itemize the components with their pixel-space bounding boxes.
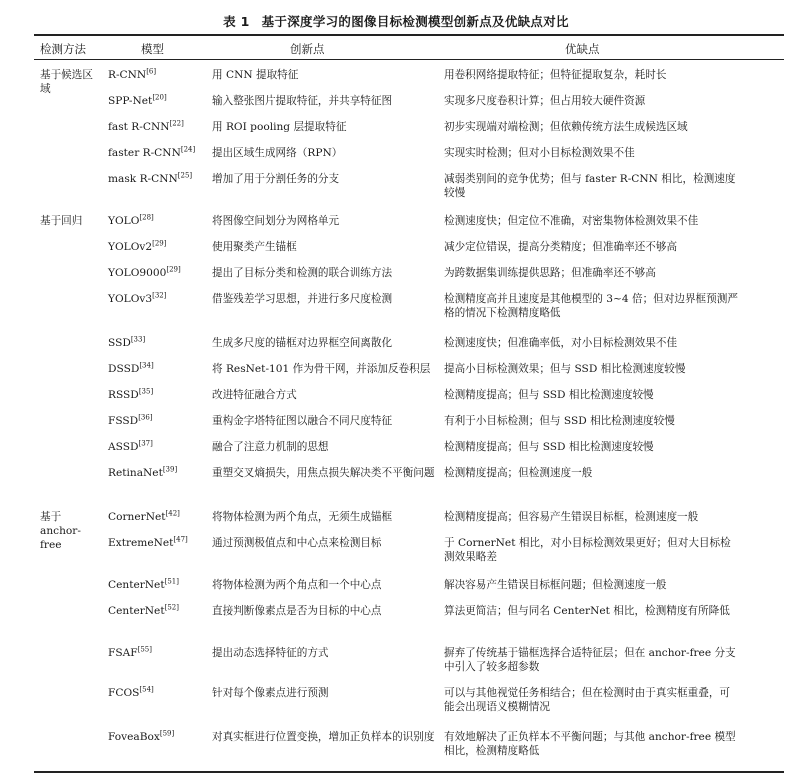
cell-innovation: 生成多尺度的锚框对边界框空间离散化: [212, 337, 393, 349]
cell-model: [108, 578, 208, 592]
cell-model: [108, 510, 208, 524]
cell-innovation: 增加了用于分割任务的分支: [212, 173, 340, 185]
model-name: CenterNet: [108, 579, 165, 591]
model-name: fast R-CNN: [108, 121, 170, 133]
cell-innovation: 对真实框进行位置变换，增加正负样本的识别度: [212, 731, 435, 743]
cell-pros-cons: 检测精度高并且速度是其他模型的 3~4 倍；但对边界框预测严格的情况下检测精度略低: [444, 293, 738, 319]
model-reference: [47]: [173, 535, 188, 544]
model-reference: [24]: [180, 145, 196, 154]
cell-pros-cons: 检测精度提高；但与 SSD 相比检测速度较慢: [444, 441, 654, 453]
cell-model: [108, 172, 208, 186]
cell-pros-cons: 检测精度提高；但检测速度一般: [444, 467, 593, 479]
cell-innovation: 重构金字塔特征图以融合不同尺度特征: [212, 415, 393, 427]
model-name: CornerNet: [108, 511, 166, 523]
model-name: SPP-Net: [108, 95, 153, 107]
model-reference: [33]: [130, 335, 146, 344]
model-name: R-CNN: [108, 69, 147, 81]
model-reference: [20]: [152, 93, 167, 102]
cell-model: [108, 536, 208, 550]
model-name: ASSD: [108, 441, 139, 453]
model-name: FoveaBox: [108, 731, 160, 743]
cell-innovation: 直接判断像素点是否为目标的中心点: [212, 605, 382, 617]
model-name: RSSD: [108, 389, 139, 401]
cell-pros-cons: 解决容易产生错误目标框问题；但检测速度一般: [444, 579, 667, 591]
cell-innovation: 将图像空间划分为网格单元: [212, 215, 340, 227]
cell-innovation: 融合了注意力机制的思想: [212, 441, 329, 453]
cell-method: 基于回归: [40, 215, 83, 227]
cell-model: [108, 292, 208, 306]
model-name: YOLOv3: [108, 293, 153, 305]
cell-innovation: 借鉴残差学习思想，并进行多尺度检测: [212, 293, 393, 305]
model-reference: [42]: [165, 509, 180, 518]
model-reference: [52]: [164, 603, 179, 612]
model-reference: [39]: [162, 465, 178, 474]
header-method: 检测方法: [40, 42, 86, 56]
model-name: CenterNet: [108, 605, 165, 617]
table-number: 表 1: [223, 14, 250, 29]
model-reference: [35]: [138, 387, 154, 396]
cell-model: [108, 146, 208, 160]
cell-pros-cons: 检测精度提高；但与 SSD 相比检测速度较慢: [444, 389, 654, 401]
cell-innovation: 将物体检测为两个角点，无须生成锚框: [212, 511, 393, 523]
cell-model: [108, 466, 208, 480]
cell-model: [108, 94, 208, 108]
cell-model: [108, 730, 208, 744]
cell-innovation: 改进特征融合方式: [212, 389, 297, 401]
model-name: YOLOv2: [108, 241, 153, 253]
cell-model: [108, 362, 208, 376]
cell-innovation: 用 CNN 提取特征: [212, 69, 299, 81]
cell-innovation: 将物体检测为两个角点和一个中心点: [212, 579, 382, 591]
cell-innovation: 通过预测极值点和中心点来检测目标: [212, 537, 382, 549]
cell-innovation: 将 ResNet-101 作为骨干网，并添加反卷积层: [212, 363, 431, 375]
table-title: 基于深度学习的图像目标检测模型创新点及优缺点对比: [261, 14, 569, 29]
cell-pros-cons: 实现实时检测；但对小目标检测效果不佳: [444, 147, 635, 159]
cell-method: 基于anchor-free: [40, 511, 81, 551]
model-reference: [55]: [137, 645, 152, 654]
cell-pros-cons: 为跨数据集训练提供思路；但准确率还不够高: [444, 267, 656, 279]
model-reference: [36]: [138, 413, 153, 422]
cell-pros-cons: 检测精度提高；但容易产生错误目标框，检测速度一般: [444, 511, 699, 523]
cell-innovation: 提出动态选择特征的方式: [212, 647, 329, 659]
cell-model: [108, 604, 208, 618]
cell-pros-cons: 算法更简洁；但与同名 CenterNet 相比，检测精度有所降低: [444, 605, 730, 617]
model-reference: [22]: [169, 119, 184, 128]
cell-model: [108, 388, 208, 402]
model-reference: [29]: [152, 239, 167, 248]
model-name: FCOS: [108, 687, 140, 699]
cell-innovation: 重塑交叉熵损失，用焦点损失解决类不平衡问题: [212, 467, 435, 479]
model-name: SSD: [108, 337, 131, 349]
model-name: RetinaNet: [108, 467, 163, 479]
model-reference: [32]: [152, 291, 167, 300]
model-name: FSAF: [108, 647, 138, 659]
cell-model: [108, 68, 208, 82]
model-reference: [34]: [139, 361, 154, 370]
cell-pros-cons: 摒弃了传统基于锚框选择合适特征层；但在 anchor-free 分支中引入了较多超参数: [444, 647, 736, 673]
model-reference: [59]: [159, 729, 175, 738]
model-name: faster R-CNN: [108, 147, 181, 159]
cell-model: [108, 646, 208, 660]
cell-pros-cons: 实现多尺度卷积计算；但占用较大硬件资源: [444, 95, 646, 107]
cell-pros-cons: 有利于小目标检测；但与 SSD 相比检测速度较慢: [444, 415, 675, 427]
cell-model: [108, 336, 208, 350]
cell-innovation: 输入整张图片提取特征，并共享特征图: [212, 95, 393, 107]
header-innovation: 创新点: [290, 42, 325, 56]
bottom-rule: [34, 771, 784, 773]
model-name: DSSD: [108, 363, 140, 375]
cell-pros-cons: 减弱类别间的竞争优势；但与 faster R-CNN 相比，检测速度较慢: [444, 173, 736, 199]
model-name: YOLO9000: [108, 267, 167, 279]
model-reference: [29]: [166, 265, 181, 274]
cell-pros-cons: 初步实现端对端检测；但依赖传统方法生成候选区域: [444, 121, 688, 133]
model-name: FSSD: [108, 415, 139, 427]
header-pros-cons: 优缺点: [565, 42, 600, 56]
cell-pros-cons: 检测速度快；但准确率低，对小目标检测效果不佳: [444, 337, 678, 349]
cell-pros-cons: 提高小目标检测效果；但与 SSD 相比检测速度较慢: [444, 363, 686, 375]
cell-model: [108, 240, 208, 254]
cell-innovation: 提出区域生成网络（RPN）: [212, 147, 343, 159]
cell-pros-cons: 用卷积网络提取特征；但特征提取复杂，耗时长: [444, 69, 667, 81]
cell-pros-cons: 可以与其他视觉任务相结合；但在检测时由于真实框重叠，可能会出现语义模糊情况: [444, 687, 731, 713]
header-rule: [34, 59, 784, 60]
header-model: 模型: [141, 42, 164, 56]
model-reference: [25]: [177, 171, 193, 180]
cell-model: [108, 214, 208, 228]
cell-model: [108, 120, 208, 134]
cell-pros-cons: 有效地解决了正负样本不平衡问题；与其他 anchor-free 模型相比，检测精度略低: [444, 731, 736, 757]
cell-innovation: 用 ROI pooling 层提取特征: [212, 121, 347, 133]
model-name: mask R-CNN: [108, 173, 178, 185]
model-reference: [28]: [139, 213, 154, 222]
model-name: ExtremeNet: [108, 537, 174, 549]
cell-model: [108, 686, 208, 700]
cell-model: [108, 266, 208, 280]
cell-pros-cons: 检测速度快；但定位不准确，对密集物体检测效果不佳: [444, 215, 699, 227]
model-reference: [37]: [138, 439, 153, 448]
cell-model: [108, 440, 208, 454]
cell-pros-cons: 于 CornerNet 相比，对小目标检测效果更好；但对大目标检测效果略差: [444, 537, 731, 563]
top-rule: [34, 34, 784, 36]
cell-innovation: 提出了目标分类和检测的联合训练方法: [212, 267, 393, 279]
cell-model: [108, 414, 208, 428]
model-reference: [6]: [146, 67, 157, 76]
cell-method: 基于候选区域: [40, 69, 93, 95]
cell-innovation: 针对每个像素点进行预测: [212, 687, 329, 699]
model-reference: [51]: [164, 577, 179, 586]
table-caption: [0, 12, 792, 30]
model-name: YOLO: [108, 215, 140, 227]
cell-pros-cons: 减少定位错误，提高分类精度；但准确率还不够高: [444, 241, 678, 253]
model-reference: [54]: [139, 685, 154, 694]
cell-innovation: 使用聚类产生锚框: [212, 241, 297, 253]
